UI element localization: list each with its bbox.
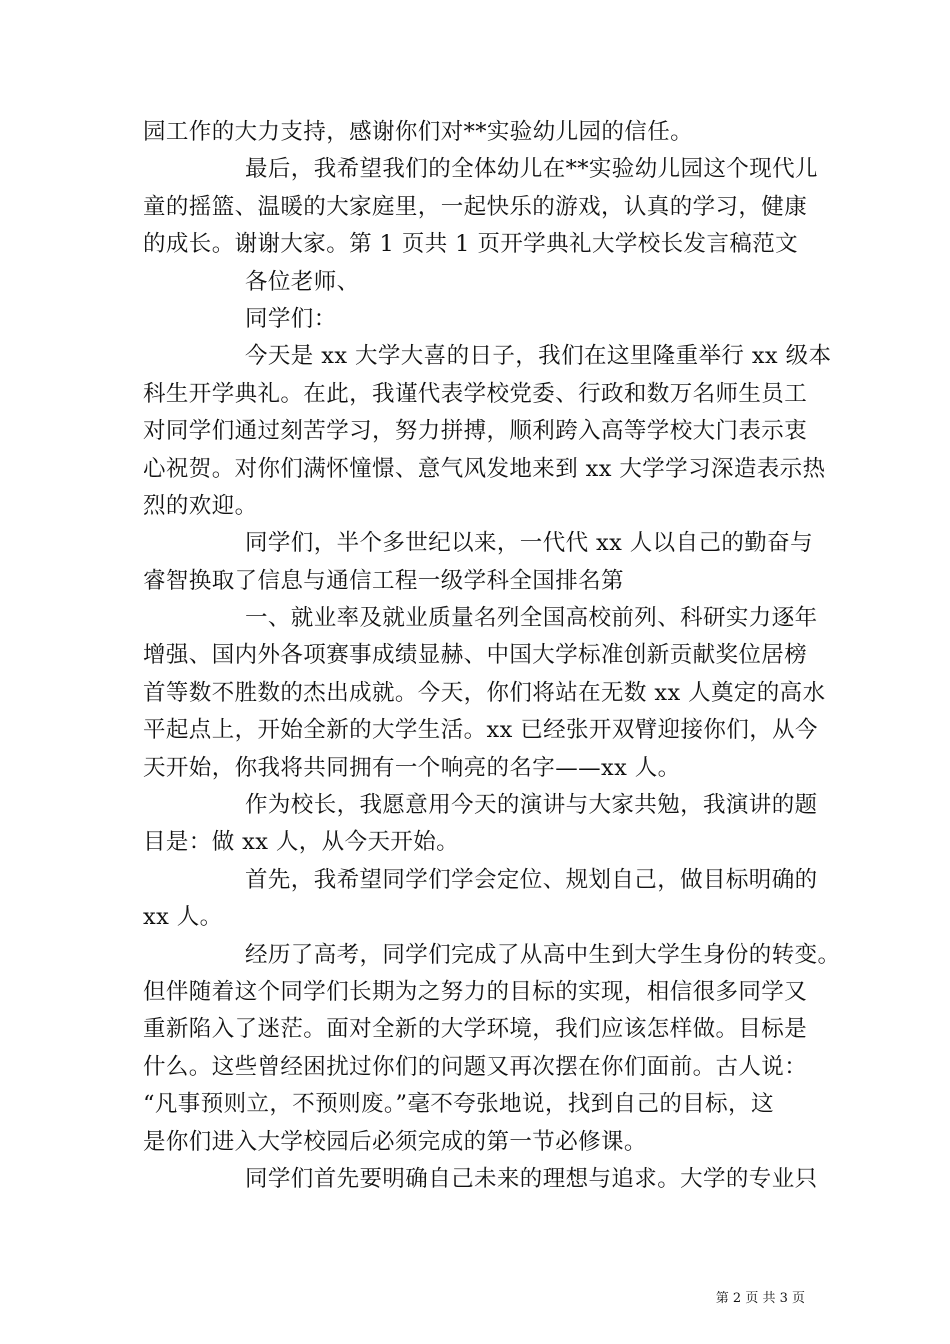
- text-line: 睿智换取了信息与通信工程一级学科全国排名第: [143, 567, 624, 594]
- text-line: 一、就业率及就业质量名列全国高校前列、科研实力逐年: [245, 605, 818, 632]
- text-line: 烈的欢迎。: [143, 492, 258, 519]
- text-line: 首等数不胜数的杰出成就。今天，你们将站在无数 xx 人奠定的高水: [143, 679, 826, 706]
- text-line: 今天是 xx 大学大喜的日子，我们在这里隆重举行 xx 级本: [245, 343, 832, 370]
- text-line: 各位老师、: [245, 268, 360, 295]
- text-line: 作为校长，我愿意用今天的演讲与大家共勉，我演讲的题: [245, 792, 818, 819]
- text-line: 园工作的大力支持，感谢你们对**实验幼儿园的信任。: [143, 119, 694, 145]
- text-line: 的成长。谢谢大家。第 1 页共 1 页开学典礼大学校长发言稿范文: [143, 231, 799, 258]
- text-line: 心祝贺。对你们满怀憧憬、意气风发地来到 xx 大学学习深造表示热: [143, 455, 826, 482]
- text-line: 目是：做 xx 人，从今天开始。: [143, 829, 460, 856]
- text-line: “凡事预则立，不预则废。”毫不夸张地说，找到自己的目标，这: [143, 1091, 774, 1118]
- text-line: xx 人。: [143, 904, 223, 931]
- document-body: [143, 114, 841, 1198]
- text-line: 什么。这些曾经困扰过你们的问题又再次摆在你们面前。古人说：: [143, 1053, 808, 1080]
- text-line: 同学们首先要明确自己未来的理想与追求。大学的专业只: [245, 1165, 818, 1192]
- text-line: 经历了高考，同学们完成了从高中生到大学生身份的转变。: [245, 941, 841, 968]
- text-line: 同学们，半个多世纪以来，一代代 xx 人以自己的勤奋与: [245, 530, 813, 557]
- text-line: 同学们：: [245, 305, 337, 332]
- text-line: 是你们进入大学校园后必须完成的第一节必修课。: [143, 1128, 647, 1155]
- page-footer: 第 2 页 共 3 页: [715, 1291, 805, 1306]
- text-line: 首先，我希望同学们学会定位、规划自己，做目标明确的: [245, 866, 818, 893]
- text-line: 对同学们通过刻苦学习，努力拼搏，顺利跨入高等学校大门表示衷: [143, 418, 808, 445]
- text-line: 增强、国内外各项赛事成绩显赫、中国大学标准创新贡献奖位居榜: [143, 642, 808, 669]
- text-line: 童的摇篮、温暖的大家庭里，一起快乐的游戏，认真的学习，健康: [143, 193, 808, 220]
- text-line: 但伴随着这个同学们长期为之努力的目标的实现，相信很多同学又: [143, 978, 808, 1005]
- text-line: 科生开学典礼。在此，我谨代表学校党委、行政和数万名师生员工: [143, 380, 808, 407]
- text-line: 重新陷入了迷茫。面对全新的大学环境，我们应该怎样做。目标是: [143, 1016, 808, 1043]
- text-line: 最后，我希望我们的全体幼儿在**实验幼儿园这个现代儿: [245, 156, 818, 183]
- text-line: 天开始，你我将共同拥有一个响亮的名字——xx 人。: [143, 754, 681, 781]
- text-line: 平起点上，开始全新的大学生活。xx 已经张开双臂迎接你们，从今: [143, 717, 818, 744]
